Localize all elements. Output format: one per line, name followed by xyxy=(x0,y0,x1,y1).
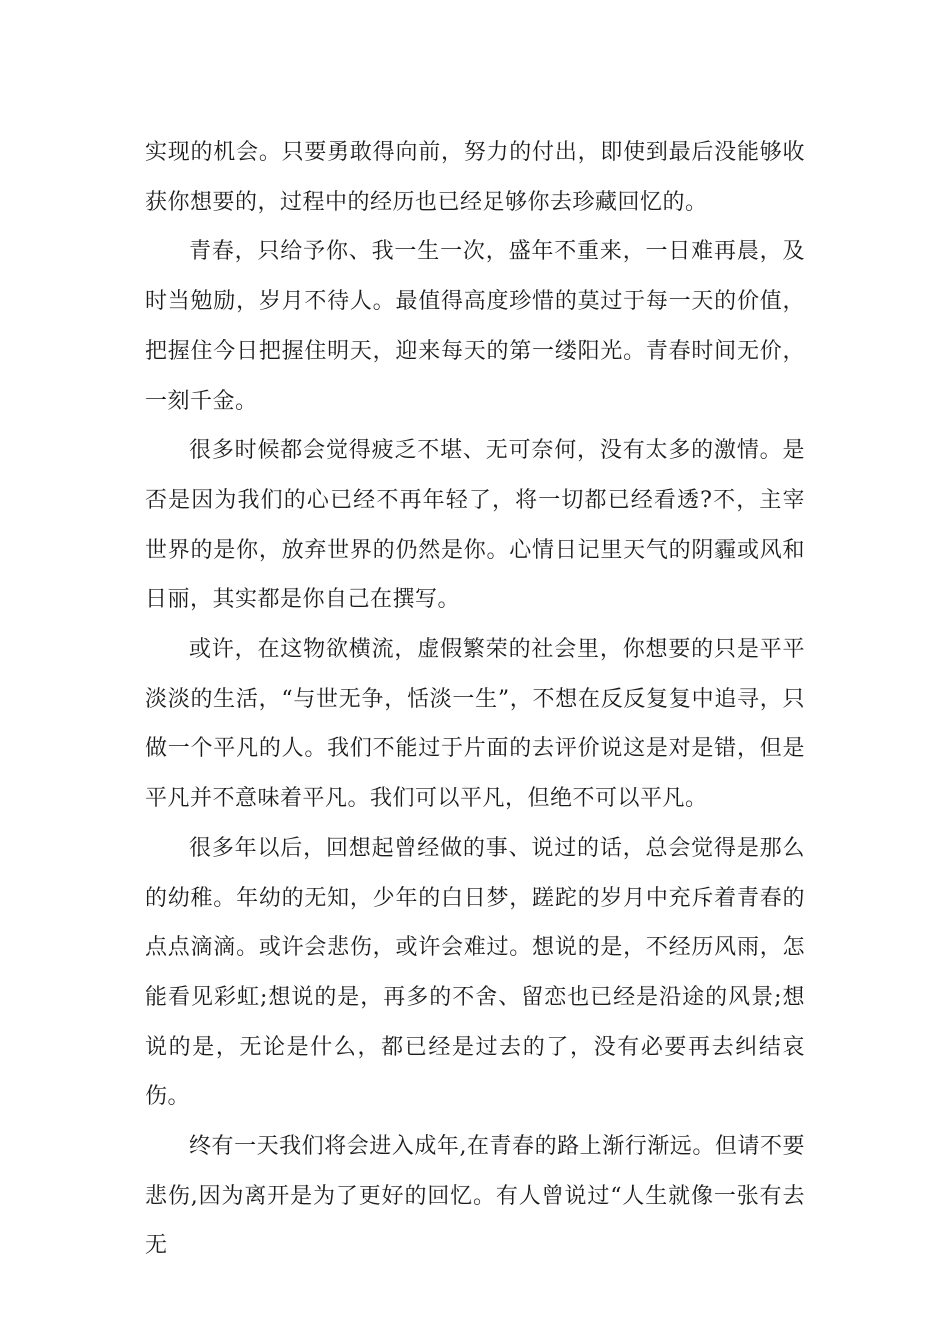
paragraph-2: 青春，只给予你、我一生一次，盛年不重来，一日难再晨，及时当勉励，岁月不待人。最值得高度珍惜的莫过于每一天的价值，把握住今日把握住明天，迎来每天的第一缕阳光。青春时间无价，一刻千金。 xyxy=(145,239,805,414)
paragraph-6: 终有一天我们将会进入成年,在青春的路上渐行渐远。但请不要悲伤,因为离开是为了更好的回忆。有人曾说过“人生就像一张有去无 xyxy=(145,1134,805,1259)
paragraph-5: 很多年以后，回想起曾经做的事、说过的话，总会觉得是那么的幼稚。年幼的无知，少年的白日梦，蹉跎的岁月中充斥着青春的点点滴滴。或许会悲伤，或许会难过。想说的是，不经历风雨，怎能看见彩虹;想说的是，再多的不舍、留恋也已经是沿途的风景;想说的是，无论是什么，都已经是过去的了，没有必要再去纠结哀伤。 xyxy=(145,835,805,1110)
paragraph-4: 或许，在这物欲横流，虚假繁荣的社会里，你想要的只是平平淡淡的生活，“与世无争，恬淡一生”，不想在反反复复中追寻，只做一个平凡的人。我们不能过于片面的去评价说这是对是错，但是平凡并不意味着平凡。我们可以平凡，但绝不可以平凡。 xyxy=(145,637,805,812)
paragraph-1: 实现的机会。只要勇敢得向前，努力的付出，即使到最后没能够收获你想要的，过程中的经历也已经足够你去珍藏回忆的。 xyxy=(145,140,805,215)
paragraph-3: 很多时候都会觉得疲乏不堪、无可奈何，没有太多的激情。是否是因为我们的心已经不再年轻了，将一切都已经看透?不，主宰世界的是你，放弃世界的仍然是你。心情日记里天气的阴霾或风和日丽，其实都是你自己在撰写。 xyxy=(145,438,805,613)
document-body xyxy=(145,128,805,1271)
